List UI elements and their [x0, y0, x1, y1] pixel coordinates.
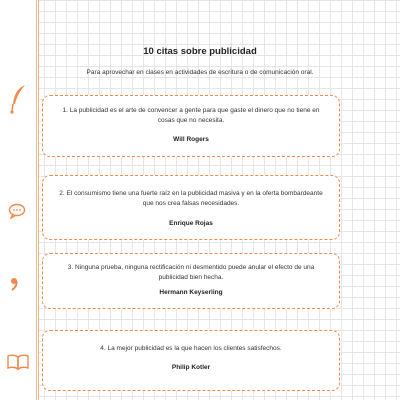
quote-author: Hermann Keyserling: [159, 289, 223, 296]
quote-author: Philip Kotler: [171, 364, 211, 371]
margin-line: [38, 0, 39, 400]
left-margin: [0, 0, 38, 400]
quote-author: Will Rogers: [173, 136, 209, 143]
quote-card: [42, 253, 340, 309]
book-icon: [6, 353, 30, 371]
quote-card: [42, 175, 340, 240]
quote-text: 4. La mejor publicidad es la que hacen los clientes satisfechos.: [100, 345, 282, 352]
quill-icon: [10, 84, 28, 114]
page-subtitle: Para aprovechar en clases en actividades de escritura o de comunicación oral.: [86, 69, 314, 76]
quote-card: [42, 330, 340, 391]
quote-author: Enrique Rojas: [169, 220, 213, 227]
quote-text: 1. La publicidad es el arte de convencer a gente para que gaste el dinero que no tiene en cosas que no necesita.: [62, 107, 320, 124]
quote-text: 2. El consumismo tiene una fuerte raíz en la publicidad masiva y en la oferta bombardeante que nos crea falsas necesidades.: [59, 190, 323, 207]
speech-bubble-icon: [8, 203, 26, 219]
comma-icon: [10, 277, 20, 291]
page-title: 10 citas sobre publicidad: [143, 46, 257, 57]
quote-card: [42, 95, 340, 157]
margin-line: [36, 0, 37, 400]
quote-text: 3. Ninguna prueba, ninguna rectificación ni desmentido puede anular el efecto de una publicidad bien hecha.: [67, 264, 315, 281]
